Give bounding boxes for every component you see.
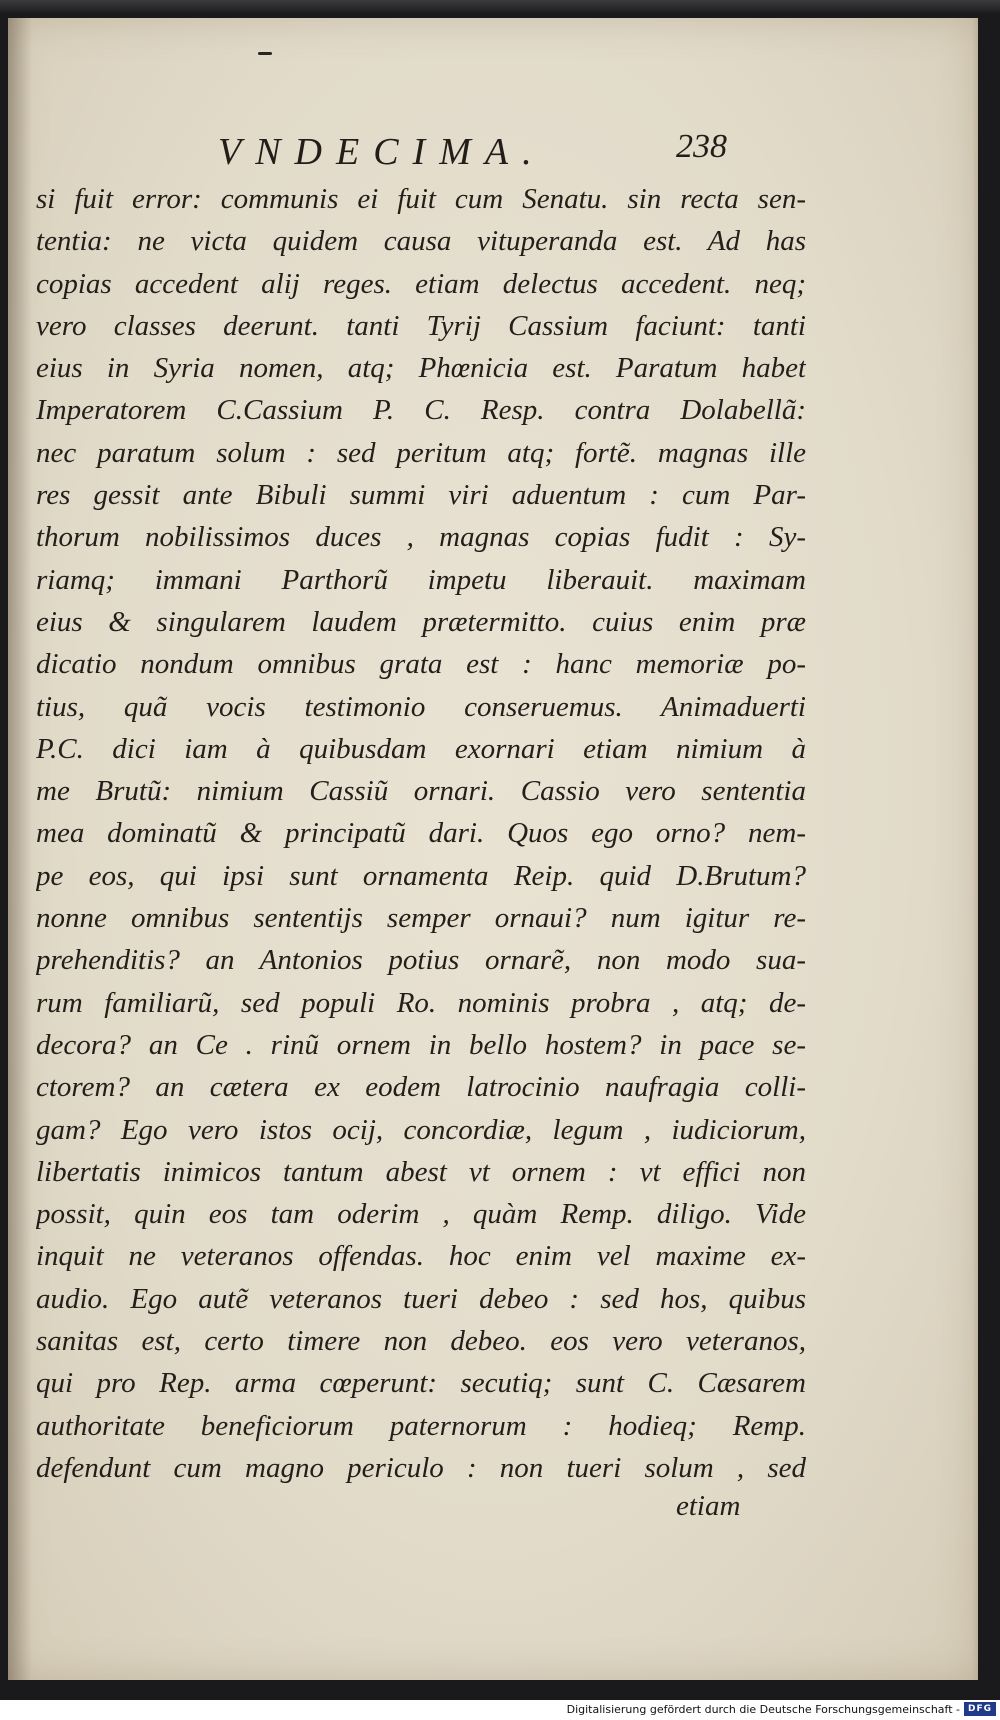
text-line: libertatis inimicos tantum abest vt ornem : vt effici non — [36, 1155, 806, 1188]
text-line: nonne omnibus sententijs semper ornaui? num igitur re- — [36, 902, 806, 935]
funding-credit: Digitalisierung gefördert durch die Deutsche Forschungsgemeinschaft - — [566, 1703, 960, 1716]
ink-mark — [258, 52, 272, 55]
text-line: Imperatorem C.Cassium P. C. Resp. contra Dolabellã: — [36, 394, 806, 427]
text-line: inquit ne veteranos offendas. hoc enim vel maxime ex- — [36, 1240, 806, 1273]
text-line: possit, quin eos tam oderim , quàm Remp. diligo. Vide — [36, 1198, 806, 1231]
catchword: etiam — [676, 1490, 741, 1522]
text-line: sanitas est, certo timere non debeo. eos vero veteranos, — [36, 1325, 806, 1358]
text-line: dicatio nondum omnibus grata est : hanc memoriæ po- — [36, 648, 806, 681]
text-line: pe eos, qui ipsi sunt ornamenta Reip. quid D.Brutum? — [36, 859, 806, 892]
dfg-logo: DFG — [964, 1702, 996, 1716]
book-page — [8, 18, 978, 1680]
running-head: VNDECIMA. — [218, 131, 546, 173]
text-line: gam? Ego vero istos ocij, concordiæ, legum , iudiciorum, — [36, 1113, 806, 1146]
page-number: 238 — [676, 128, 727, 165]
text-line: thorum nobilissimos duces , magnas copias fudit : Sy- — [36, 521, 806, 554]
text-line: tentia: ne victa quidem causa vituperanda est. Ad has — [36, 225, 806, 258]
text-line: prehenditis? an Antonios potius ornarẽ, non modo sua- — [36, 944, 806, 977]
page-edge — [972, 18, 978, 1680]
text-line: nec paratum solum : sed peritum atq; fortẽ. magnas ille — [36, 436, 806, 469]
spine-shadow — [8, 18, 32, 1680]
text-line: me Brutũ: nimium Cassiũ ornari. Cassio vero sententia — [36, 775, 806, 808]
text-line: P.C. dici iam à quibusdam exornari etiam nimium à — [36, 732, 806, 765]
text-line: tius, quã vocis testimonio conseruemus. Animaduerti — [36, 690, 806, 723]
text-line: res gessit ante Bibuli summi viri aduentum : cum Par- — [36, 479, 806, 512]
text-line: riamq; immani Parthorũ impetu liberauit. maximam — [36, 563, 806, 596]
text-line: rum familiarũ, sed populi Ro. nominis probra , atq; de- — [36, 986, 806, 1019]
text-line: si fuit error: communis ei fuit cum Senatu. sin recta sen- — [36, 183, 806, 215]
text-line: decora? an Ce . rinũ ornem in bello hostem? in pace se- — [36, 1028, 806, 1061]
book-top-edge — [0, 0, 1000, 14]
text-line: defendunt cum magno periculo : non tueri solum , sed — [36, 1451, 806, 1484]
text-line: mea dominatũ & principatũ dari. Quos ego orno? nem- — [36, 817, 806, 850]
text-line: copias accedent alij reges. etiam delectus accedent. neq; — [36, 267, 806, 300]
body-text — [36, 178, 806, 1489]
text-line: qui pro Rep. arma cœperunt: secutiq; sunt C. Cæsarem — [36, 1367, 806, 1400]
text-line: eius & singularem laudem prætermitto. cuius enim præ — [36, 605, 806, 638]
text-line: audio. Ego autẽ veteranos tueri debeo : sed hos, quibus — [36, 1282, 806, 1315]
text-line: ctorem? an cætera ex eodem latrocinio naufragia colli- — [36, 1071, 806, 1104]
text-line: vero classes deerunt. tanti Tyrij Cassium faciunt: tanti — [36, 309, 806, 342]
text-line: authoritate beneficiorum paternorum : hodieq; Remp. — [36, 1409, 806, 1442]
text-line: eius in Syria nomen, atq; Phœnicia est. Paratum habet — [36, 352, 806, 385]
